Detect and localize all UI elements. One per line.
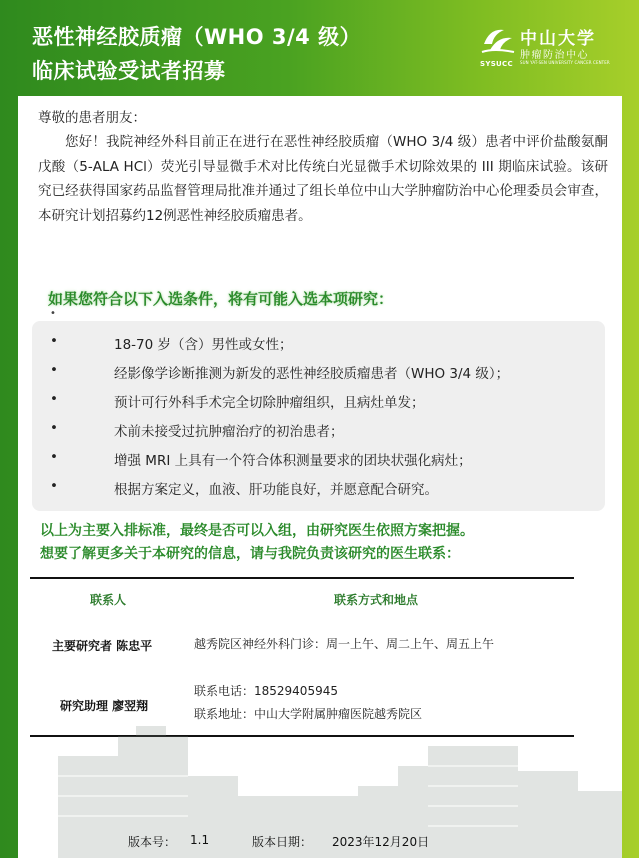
criteria-title: 如果您符合以下入选条件，将有可能入选本项研究： xyxy=(48,290,394,308)
content-card xyxy=(18,96,622,858)
note-line-2: 想要了解更多关于本研究的信息，请与我院负责该研究的医生联系： xyxy=(40,546,460,562)
logo-name-cn: 中山大学 xyxy=(520,29,596,49)
logo-name-en: SUN YAT-SEN UNIVERSITY CANCER CENTER xyxy=(520,60,610,65)
criteria-list xyxy=(32,321,605,511)
contact-name: 研究助理 廖翌翔 xyxy=(60,699,149,713)
enrollment-note xyxy=(40,520,610,566)
contact-info: 越秀院区神经外科门诊：周一上午、周二上午、周五上午 xyxy=(194,637,495,651)
bullet-icon: • xyxy=(50,333,58,349)
criteria-text: 术前未接受过抗肿瘤治疗的初治患者； xyxy=(114,424,344,440)
poster-header xyxy=(0,0,639,96)
criteria-text: 经影像学诊断推测为新发的恶性神经胶质瘤患者（WHO 3/4 级）； xyxy=(114,366,510,382)
contact-address: 联系地址：中山大学附属肿瘤医院越秀院区 xyxy=(194,707,423,721)
poster-title xyxy=(32,20,361,88)
column-header-person: 联系人 xyxy=(90,593,127,607)
criteria-item xyxy=(32,445,605,471)
title-line-2: 临床试验受试者招募 xyxy=(32,59,226,83)
version-label: 版本号： xyxy=(128,835,177,849)
intro-paragraph: 您好！我院神经外科目前正在进行在恶性神经胶质瘤（WHO 3/4 级）患者中评价盐酸氨酮戊酸（5-ALA HCl）荧光引导显微手术对比传统白光显微手术切除效果的 III 期临床试验。该研究已经获得国家药品监督管理局批准并通过了组长单位中山大学肿瘤防治中心伦理委员会审查，本研究计划招募约12例恶性神经胶质瘤患者。 xyxy=(38,134,608,224)
criteria-item xyxy=(32,416,605,442)
bullet-icon: • xyxy=(50,420,58,436)
criteria-item xyxy=(32,329,605,355)
bullet-mark: • xyxy=(50,308,56,319)
criteria-text: 预计可行外科手术完全切除肿瘤组织，且病灶单发； xyxy=(114,395,425,411)
criteria-item xyxy=(32,358,605,384)
contact-name: 主要研究者 陈忠平 xyxy=(52,639,153,653)
note-line-1: 以上为主要入排标准，最终是否可以入组，由研究医生依照方案把握。 xyxy=(40,523,474,539)
criteria-item xyxy=(32,474,605,500)
column-header-info: 联系方式和地点 xyxy=(334,593,419,607)
greeting: 尊敬的患者朋友： xyxy=(38,110,146,126)
bullet-icon: • xyxy=(50,362,58,378)
version-footer xyxy=(18,833,622,853)
criteria-item xyxy=(32,387,605,413)
bullet-icon: • xyxy=(50,478,58,494)
criteria-text: 根据方案定义，血液、肝功能良好，并愿意配合研究。 xyxy=(114,482,438,498)
date-label: 版本日期： xyxy=(252,835,313,849)
criteria-text: 18-70 岁（含）男性或女性； xyxy=(114,337,293,353)
sysucc-logo-mark-icon xyxy=(480,22,516,58)
logo-sub-cn: 肿瘤防治中心 xyxy=(520,50,589,61)
criteria-text: 增强 MRI 上具有一个符合体积测量要求的团块状强化病灶； xyxy=(114,453,472,469)
contact-phone[interactable]: 联系电话：18529405945 xyxy=(194,684,338,698)
sysucc-logo xyxy=(480,22,620,70)
bullet-icon: • xyxy=(50,449,58,465)
bullet-icon: • xyxy=(50,391,58,407)
version-number: 1.1 xyxy=(190,833,210,847)
table-top-rule xyxy=(30,577,574,579)
logo-abbr: SYSUCC xyxy=(480,60,513,68)
title-line-1: 恶性神经胶质瘤（WHO 3/4 级） xyxy=(32,25,362,49)
version-date: 2023年12月20日 xyxy=(332,835,430,849)
